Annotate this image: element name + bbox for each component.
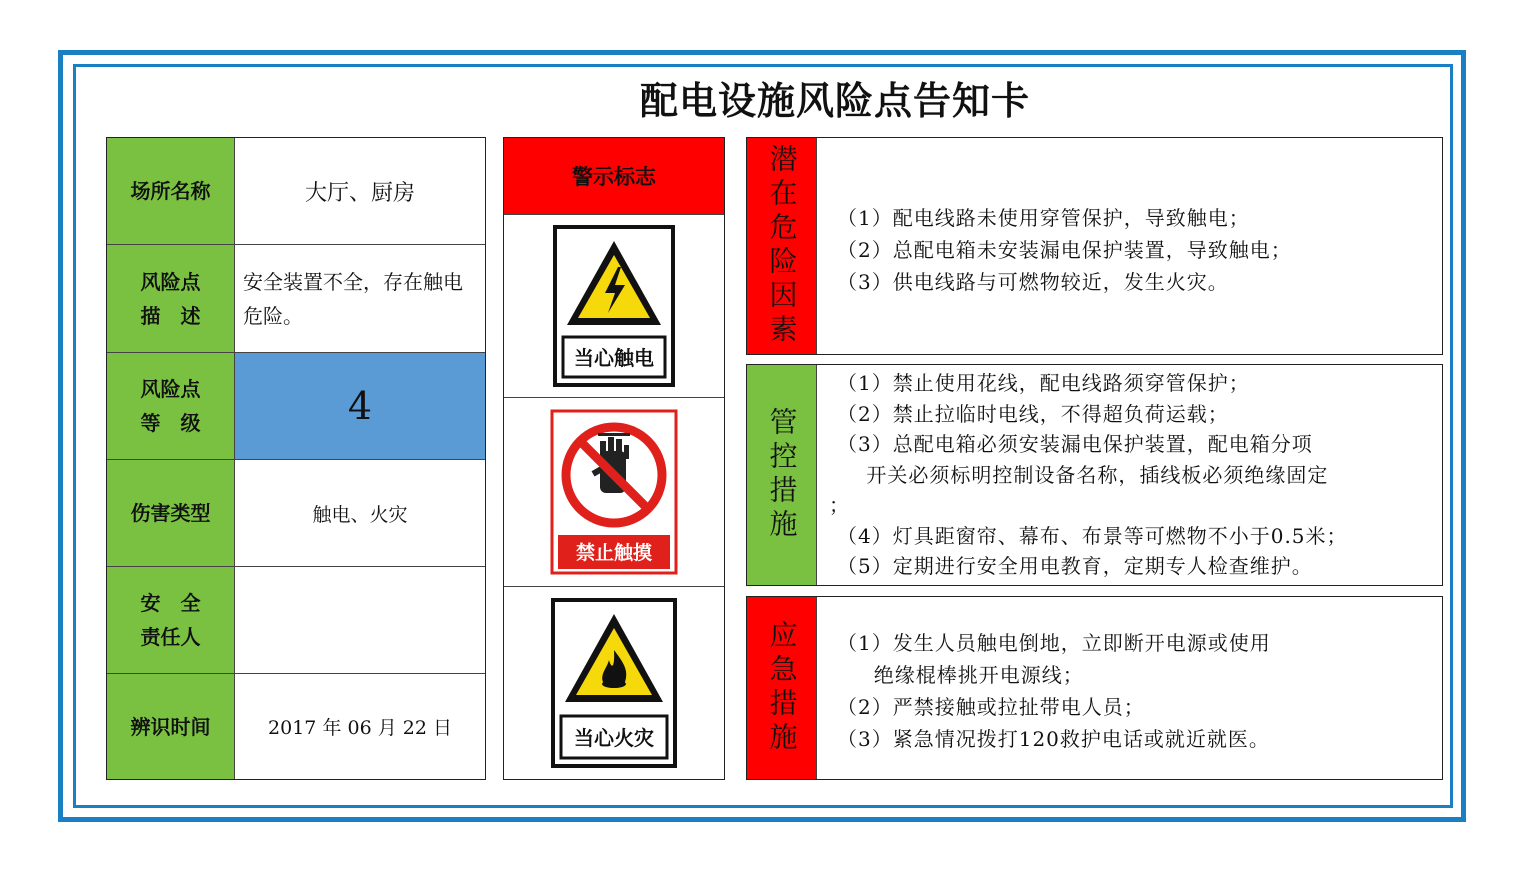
hazards-tag bbox=[747, 138, 817, 354]
caution-fire-icon bbox=[551, 598, 677, 768]
person-value bbox=[235, 567, 485, 673]
sign-cell-fire bbox=[504, 587, 724, 779]
emergency-line: 绝缘棍棒挑开电源线； bbox=[837, 663, 1084, 687]
hazard-line: （1）配电线路未使用穿管保护，导致触电； bbox=[837, 206, 1250, 230]
sign-cell-no-touch bbox=[504, 398, 724, 587]
date-label: 辨识时间 bbox=[107, 674, 235, 779]
control-line: （2）禁止拉临时电线，不得超负荷运载； bbox=[837, 401, 1229, 426]
controls-section bbox=[746, 364, 1443, 586]
sign-cell-electric bbox=[504, 215, 724, 398]
place-label: 场所名称 bbox=[107, 138, 235, 244]
control-line: （5）定期进行安全用电教育，定期专人检查维护。 bbox=[837, 554, 1313, 579]
hazards-tag-text: 潜在危险因素 bbox=[765, 144, 799, 348]
risk-level-value: 4 bbox=[235, 353, 485, 459]
sign-label-no-touch: 禁止触摸 bbox=[575, 542, 653, 564]
harm-label: 伤害类型 bbox=[107, 460, 235, 566]
hazard-line: （2）总配电箱未安装漏电保护装置，导致触电； bbox=[837, 238, 1292, 262]
control-line: （4）灯具距窗帘、幕布、布景等可燃物不小于0.5米； bbox=[837, 523, 1348, 548]
hazards-section bbox=[746, 137, 1443, 355]
harm-value: 触电、火灾 bbox=[312, 503, 408, 526]
caution-electric-shock-icon bbox=[553, 225, 675, 387]
info-table bbox=[106, 137, 486, 780]
hazards-body bbox=[817, 138, 1442, 354]
emergency-line: （2）严禁接触或拉扯带电人员； bbox=[837, 695, 1145, 719]
no-touching-icon bbox=[550, 409, 678, 575]
emergency-line: （3）紧急情况拨打120救护电话或就近就医。 bbox=[837, 727, 1270, 751]
controls-body bbox=[817, 365, 1442, 585]
date-value: 2017 年 06 月 22 日 bbox=[268, 717, 452, 739]
emergency-tag bbox=[747, 597, 817, 779]
info-row-level bbox=[107, 353, 485, 460]
place-value: 大厅、厨房 bbox=[304, 180, 415, 206]
card-title: 配电设施风险点告知卡 bbox=[639, 79, 1030, 123]
sign-label-fire: 当心火灾 bbox=[574, 726, 654, 750]
control-line: （1）禁止使用花线，配电线路须穿管保护； bbox=[837, 371, 1250, 396]
sign-label-electric: 当心触电 bbox=[574, 346, 654, 370]
person-label: 安 全 责任人 bbox=[107, 567, 235, 673]
control-line: 开关必须标明控制设备名称，插线板必须绝缘固定 bbox=[837, 462, 1329, 487]
controls-tag-text: 管控措施 bbox=[765, 407, 799, 543]
hazard-line: （3）供电线路与可燃物较近，发生火灾。 bbox=[837, 270, 1229, 294]
emergency-section bbox=[746, 596, 1443, 780]
controls-tag bbox=[747, 365, 817, 585]
warning-signs-panel bbox=[503, 137, 725, 780]
info-row-date bbox=[107, 674, 485, 779]
control-line: ； bbox=[829, 493, 850, 518]
description-label: 风险点 描 述 bbox=[107, 245, 235, 352]
info-row-description bbox=[107, 245, 485, 353]
emergency-body bbox=[817, 597, 1442, 779]
info-row-harm bbox=[107, 460, 485, 567]
control-line: （3）总配电箱必须安装漏电保护装置，配电箱分项 bbox=[837, 432, 1313, 457]
level-label: 风险点 等 级 bbox=[107, 353, 235, 459]
info-row-person bbox=[107, 567, 485, 674]
info-row-place bbox=[107, 138, 485, 245]
signs-header: 警示标志 bbox=[504, 138, 724, 215]
emergency-tag-text: 应急措施 bbox=[765, 620, 799, 756]
emergency-line: （1）发生人员触电倒地，立即断开电源或使用 bbox=[837, 631, 1271, 655]
description-value: 安全装置不全，存在触电危险。 bbox=[243, 269, 463, 328]
